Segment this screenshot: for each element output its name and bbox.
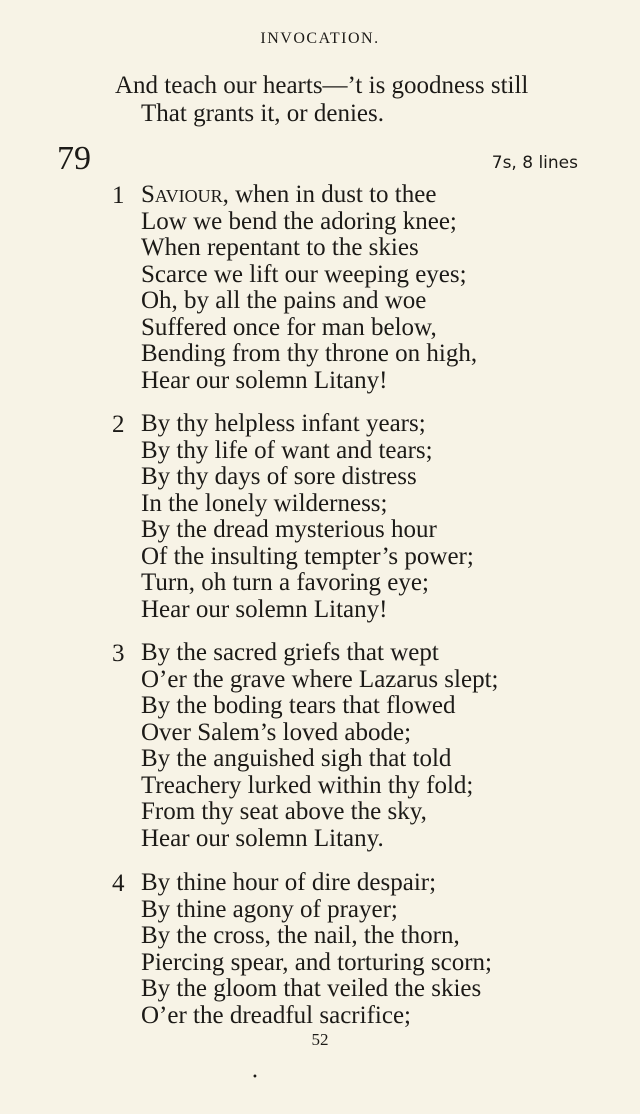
first-line-rest: , when in dust to thee xyxy=(222,181,437,208)
stanza-number: 1 xyxy=(112,182,125,209)
stanza-number: 2 xyxy=(112,411,125,438)
stanza-line: Hear our solemn Litany. xyxy=(141,824,384,852)
stanza-line: By the sacred griefs that wept xyxy=(141,639,439,666)
stanza-line: When repentant to the skies xyxy=(141,234,419,261)
previous-hymn-line: And teach our hearts—’t is goodness still xyxy=(115,72,529,99)
stanza-line: Suffered once for man below, xyxy=(141,313,437,341)
stanza-line: By the gloom that veiled the skies xyxy=(141,975,482,1002)
stanza-line: Scarce we lift our weeping eyes; xyxy=(141,260,467,288)
stanza-line: Hear our solemn Litany! xyxy=(141,366,388,394)
page-number: 52 xyxy=(311,1030,329,1049)
stanza-line: By thy days of sore distress xyxy=(141,463,417,490)
stanza-line: O’er the dreadful sacrifice; xyxy=(141,1001,411,1029)
stanza-line: By thy helpless infant years; xyxy=(141,410,426,437)
stanza-line: Piercing spear, and torturing scorn; xyxy=(141,948,492,976)
stanza-line: By thy life of want and tears; xyxy=(141,436,433,464)
stanza-line xyxy=(141,182,477,209)
stanza-line: By the dread mysterious hour xyxy=(141,516,437,543)
stanza-line: O’er the grave where Lazarus slept; xyxy=(141,665,499,693)
stanza-line: Oh, by all the pains and woe xyxy=(141,287,427,314)
stanza-number: 4 xyxy=(112,870,125,897)
stanza-line: Of the insulting tempter’s power; xyxy=(141,542,474,570)
stanza-line: In the lonely wilderness; xyxy=(141,489,388,517)
stanza-line: Low we bend the adoring knee; xyxy=(141,207,457,235)
stanza-line: By thine agony of prayer; xyxy=(141,895,398,923)
stanza-line: Over Salem’s loved abode; xyxy=(141,718,412,746)
print-speck: • xyxy=(252,1072,258,1083)
stanza-line: By the anguished sigh that told xyxy=(141,745,452,772)
stanza-line: By the boding tears that flowed xyxy=(141,692,456,719)
running-head: INVOCATION. xyxy=(260,30,380,47)
previous-hymn-ending xyxy=(115,72,528,128)
stanza-line: Bending from thy throne on high, xyxy=(141,340,478,367)
stanza-line: By the cross, the nail, the thorn, xyxy=(141,922,460,949)
hymn-number: 79 xyxy=(57,140,91,177)
stanza-line: Hear our solemn Litany! xyxy=(141,595,388,623)
stanza-line: Treachery lurked within thy fold; xyxy=(141,771,474,799)
stanza-line: Turn, oh turn a favoring eye; xyxy=(141,569,429,596)
first-word-small-caps: Saviour xyxy=(141,181,223,208)
stanza-line: By thine hour of dire despair; xyxy=(141,869,437,896)
stanza-line: From thy seat above the sky, xyxy=(141,798,427,825)
hymn-meter: 7s, 8 lines xyxy=(491,153,578,173)
previous-hymn-line: That grants it, or denies. xyxy=(141,100,384,127)
stanza-number: 3 xyxy=(112,640,125,667)
